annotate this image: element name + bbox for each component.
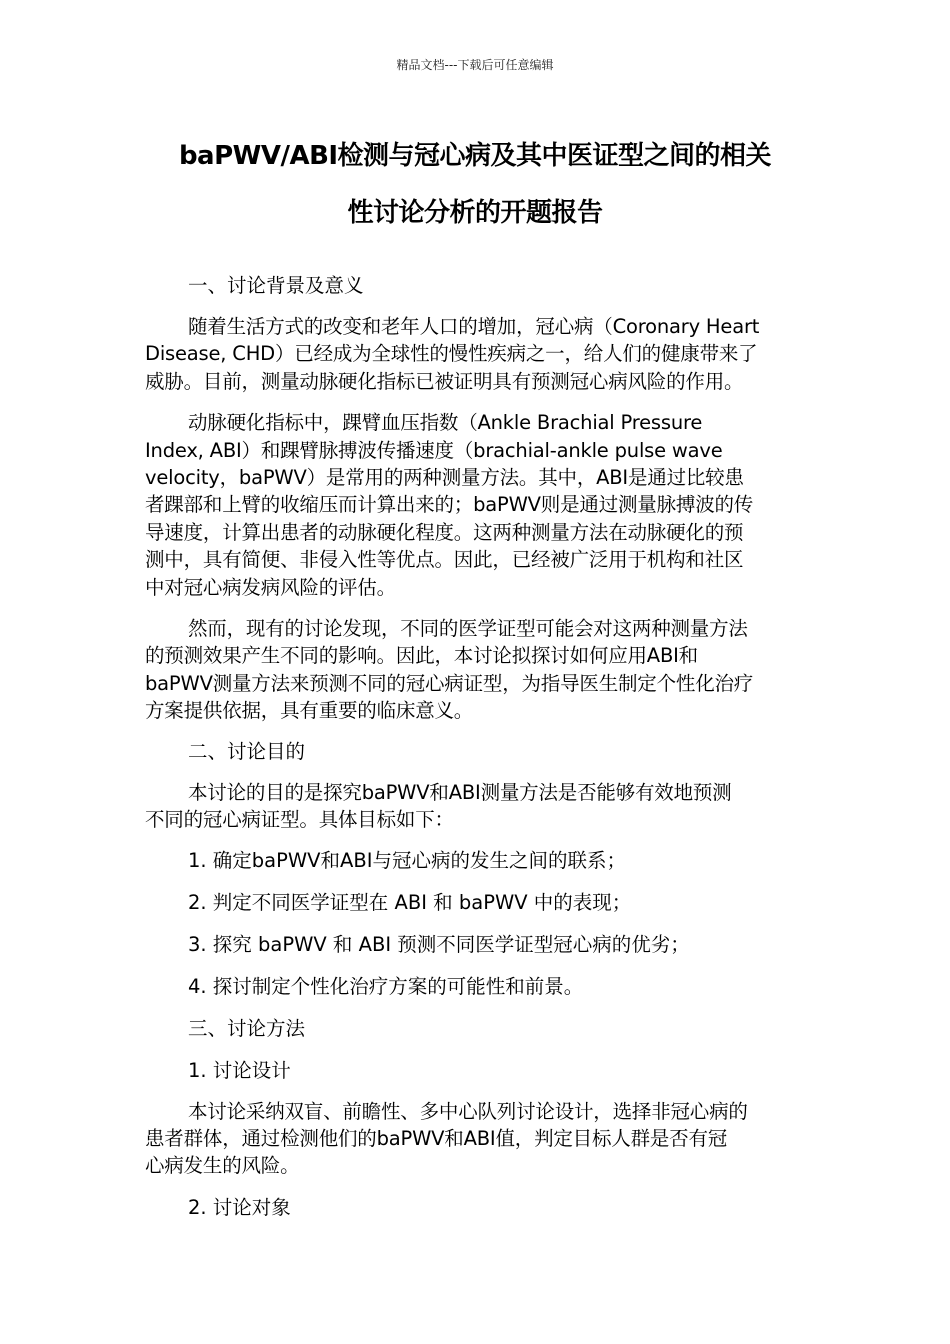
- paragraph-line: 然而，现有的讨论发现，不同的医学证型可能会对这两种测量方法: [188, 617, 748, 641]
- paragraph-line: 威胁。目前，测量动脉硬化指标已被证明具有预测冠心病风险的作用。: [145, 369, 744, 393]
- section-heading-background: 一、讨论背景及意义: [188, 274, 364, 297]
- paragraph-line: Disease, CHD）已经成为全球性的慢性疾病之一，给人们的健康带来了: [145, 342, 758, 366]
- page-header: 精品文档---下载后可任意编辑: [396, 58, 554, 72]
- paragraph-background: [145, 313, 805, 395]
- paragraph-line: 导速度，计算出患者的动脉硬化程度。这两种测量方法在动脉硬化的预: [145, 520, 744, 544]
- goal-list-item: 1. 确定baPWV和ABI与冠心病的发生之间的联系；: [188, 848, 626, 872]
- paragraph-line: 动脉硬化指标中，踝臂血压指数（Ankle Brachial Pressure: [188, 411, 703, 435]
- paragraph-design: [145, 1098, 805, 1180]
- paragraph-line: 随着生活方式的改变和老年人口的增加，冠心病（Coronary Heart: [188, 315, 760, 338]
- document-title-line-2: 性讨论分析的开题报告: [347, 198, 603, 228]
- paragraph-line: 测中，具有简便、非侵入性等优点。因此，已经被广泛用于机构和社区: [145, 548, 744, 572]
- section-heading-methods: 三、讨论方法: [188, 1016, 306, 1040]
- paragraph-significance: [145, 615, 805, 725]
- paragraph-line: 者踝部和上臂的收缩压而计算出来的；baPWV则是通过测量脉搏波的传: [145, 493, 754, 517]
- paragraph-line: 中对冠心病发病风险的评估。: [145, 575, 396, 599]
- goal-list-item: 4. 探讨制定个性化治疗方案的可能性和前景。: [188, 974, 584, 998]
- document-title-line-1: baPWV/ABI检测与冠心病及其中医证型之间的相关: [178, 141, 772, 171]
- subsection-heading-subjects: 2. 讨论对象: [188, 1195, 291, 1219]
- paragraph-line: 本讨论采纳双盲、前瞻性、多中心队列讨论设计，选择非冠心病的: [188, 1099, 748, 1123]
- paragraph-line: 心病发生的风险。: [145, 1154, 300, 1178]
- goal-list-item: 2. 判定不同医学证型在 ABI 和 baPWV 中的表现；: [188, 890, 632, 914]
- paragraph-line: 患者群体，通过检测他们的baPWV和ABI值，判定目标人群是否有冠: [145, 1126, 728, 1150]
- paragraph-indicators: [145, 409, 805, 601]
- paragraph-line: velocity，baPWV）是常用的两种测量方法。其中，ABI是通过比较患: [145, 466, 744, 490]
- document-body: [145, 272, 805, 1222]
- goal-list-item: 3. 探究 baPWV 和 ABI 预测不同医学证型冠心病的优劣；: [188, 932, 690, 956]
- paragraph-line: 的预测效果产生不同的影响。因此，本讨论拟探讨如何应用ABI和: [145, 644, 698, 668]
- paragraph-line: 本讨论的目的是探究baPWV和ABI测量方法是否能够有效地预测: [188, 780, 732, 804]
- paragraph-line: 不同的冠心病证型。具体目标如下：: [145, 808, 454, 832]
- paragraph-line: 方案提供依据，具有重要的临床意义。: [145, 699, 474, 723]
- subsection-heading-design: 1. 讨论设计: [188, 1058, 291, 1082]
- paragraph-line: baPWV测量方法来预测不同的冠心病证型，为指导医生制定个性化治疗: [145, 671, 754, 695]
- paragraph-purpose: [145, 779, 805, 834]
- paragraph-line: Index, ABI）和踝臂脉搏波传播速度（brachial-ankle pulse wave: [145, 438, 723, 462]
- section-heading-purpose: 二、讨论目的: [188, 739, 306, 763]
